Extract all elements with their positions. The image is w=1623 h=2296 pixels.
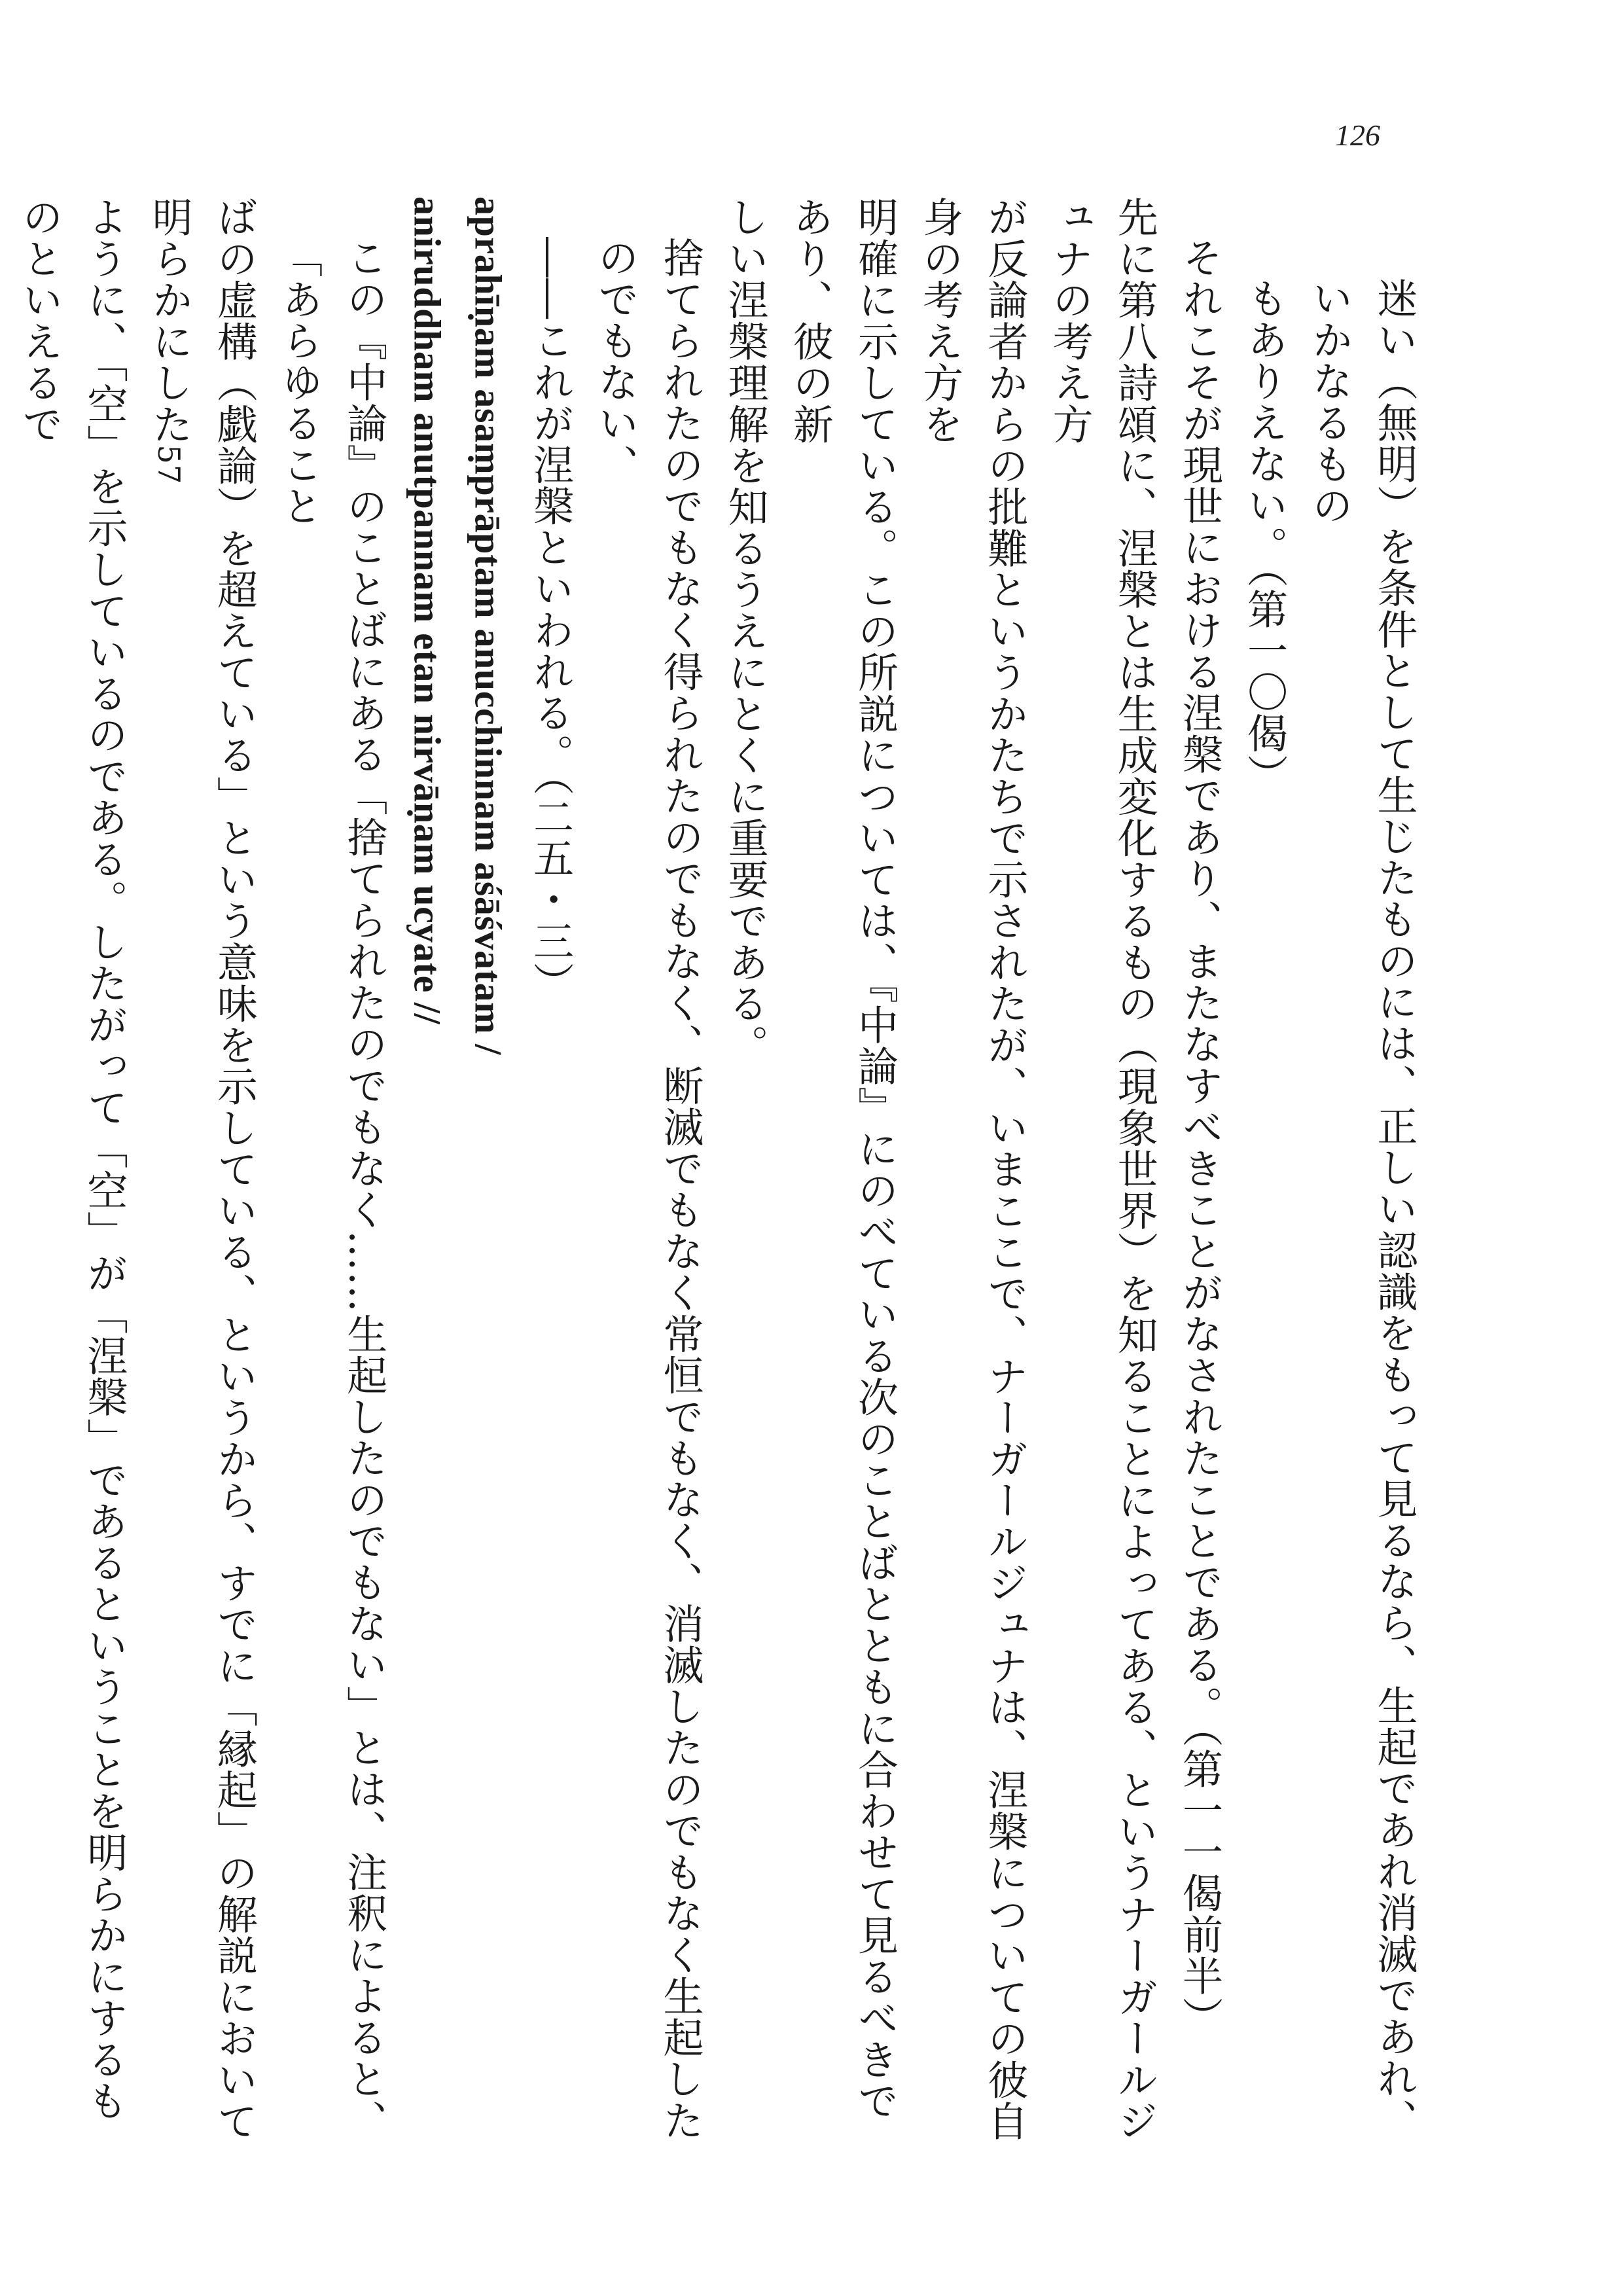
body-line	[137, 196, 266, 2160]
vertical-text-body	[0, 196, 1427, 2160]
body-line: ように、「空」を示しているのである。したがって「空」が「涅槃」であるということを明らかにするものといえるで	[15, 196, 129, 2122]
quote-line: 捨てられたのでもなく得られたのでもなく、断滅でもなく常恒でもなく、消滅したのでもなく生起したのでもない、	[591, 237, 704, 2142]
body-line: 先に第八詩頌に、涅槃とは生成変化するもの（現象世界）を知ることによってある、というナーガールジュナの考え方	[1046, 196, 1159, 2142]
page-number: 126	[1335, 118, 1380, 152]
body-line-text: ばの虚構（戯論）を超えている」という意味を示している、というから、すでに「縁起」の解説において明らかにした	[145, 196, 259, 2142]
paragraph-start-line: この『中論』のことばにある「捨てられたのでもなく……生起したのでもない」とは、注釈によると、「あらゆること	[275, 237, 388, 2142]
quote-line: ――これが涅槃といわれる。（二五・三）	[526, 237, 575, 1003]
body-line: 明確に示している。この所説については、『中論』にのべている次のことばとともに合わせて見るべきであり、彼の新	[786, 196, 899, 2122]
sanskrit-verse-line: aniruddham anutpannam etan nirvāṇam ucyate //	[406, 196, 449, 1025]
quote-line: それこそが現世における涅槃であり、またなすべきことがなされたことである。（第一一偈前半）	[1175, 237, 1224, 2038]
quote-line: もありえない。（第一〇偈）	[1240, 278, 1289, 796]
quote-line: 迷い（無明）を条件として生じたものには、正しい認識をもって見るなら、生起であれ消滅であれ、いかなるもの	[1305, 278, 1418, 2140]
sanskrit-verse-line: aprahīṇam asaṃprāptam anucchinnam aśāśvatam /	[467, 196, 510, 1055]
body-line: が反論者からの批難というかたちで示されたが、いまここで、ナーガールジュナは、涅槃についての彼自身の考え方を	[916, 196, 1029, 2142]
body-line: しい涅槃理解を知るうえにとくに重要である。	[721, 196, 770, 1066]
footnote-marker: 57	[151, 444, 187, 485]
body-line	[0, 196, 7, 2160]
